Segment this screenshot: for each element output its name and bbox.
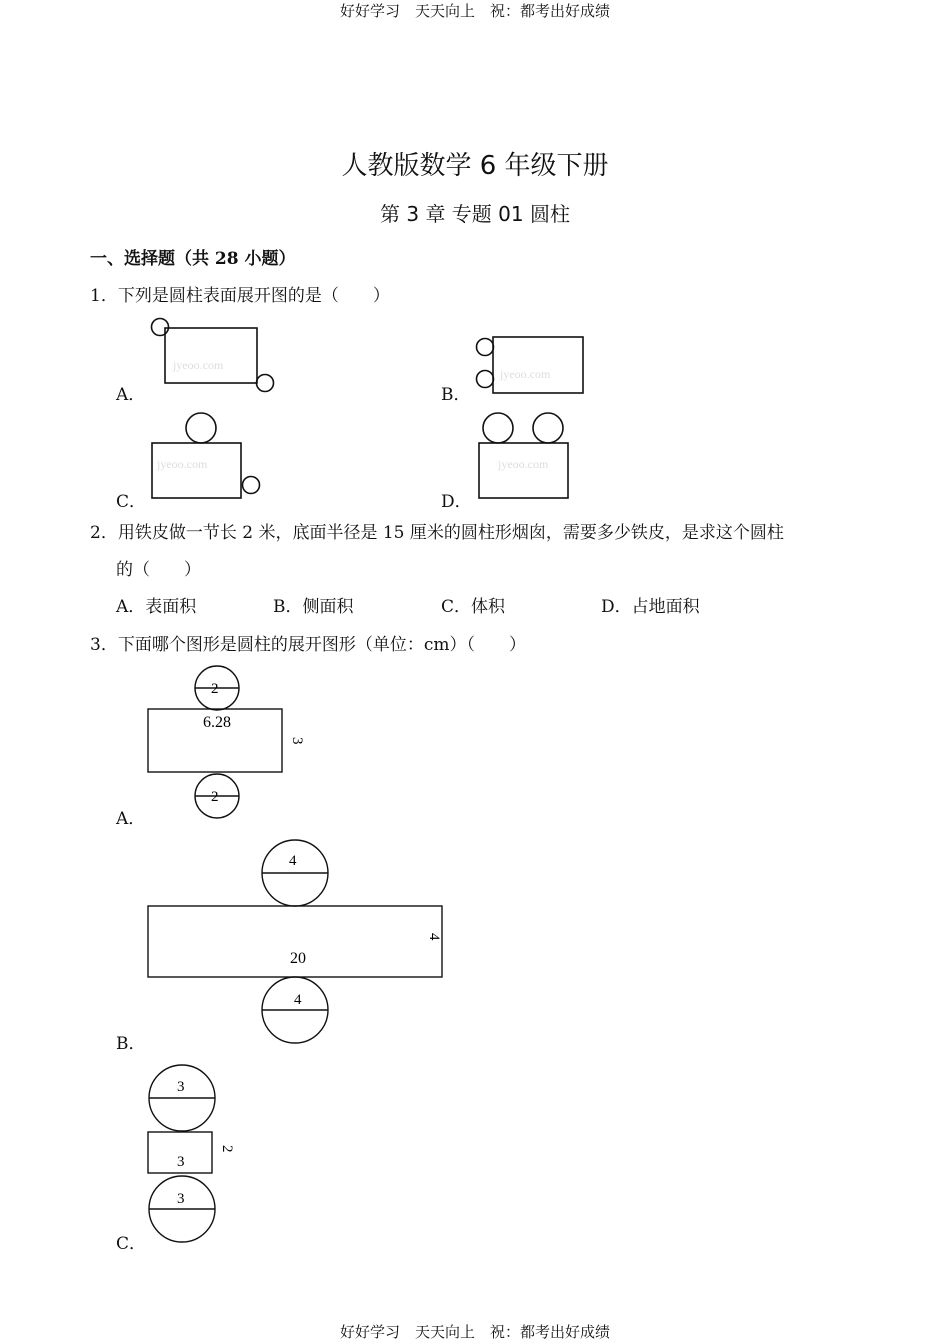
q3-a-height-label: 3	[289, 737, 305, 745]
q3-a-top-circle-label: 2	[211, 681, 219, 697]
q3-c-length-label: 3	[177, 1154, 185, 1170]
q1-b-watermark: jyeoo.com	[500, 367, 551, 381]
page-title: 人教版数学 6 年级下册	[341, 151, 609, 181]
q3-option-c-figure	[140, 1060, 240, 1250]
q1-option-a-figure	[145, 315, 285, 400]
page-header: 好好学习 天天向上 祝：都考出好成绩	[339, 2, 610, 20]
q1-option-b-label: B．	[441, 385, 471, 405]
q1-option-d-figure	[470, 410, 580, 502]
q1-option-d-label: D．	[441, 492, 472, 512]
q1-c-watermark: jyeoo.com	[157, 457, 208, 471]
q3-option-b-label: B．	[116, 1034, 146, 1054]
q3-b-top-circle-label: 4	[289, 853, 297, 869]
q2-option-c: C．体积	[441, 597, 506, 617]
q3-c-bottom-circle-label: 3	[177, 1191, 185, 1207]
q3-c-top-circle-label: 3	[177, 1079, 185, 1095]
q1-option-c-figure	[145, 410, 270, 502]
page-footer: 好好学习 天天向上 祝：都考出好成绩	[339, 1323, 610, 1341]
q1-d-watermark: jyeoo.com	[498, 457, 549, 471]
q3-option-a-figure	[140, 660, 310, 825]
q3-b-length-label: 20	[290, 950, 306, 967]
q3-b-bottom-circle-label: 4	[294, 992, 302, 1008]
q2-option-a: A．表面积	[116, 597, 197, 617]
q1-option-a-label: A．	[116, 385, 146, 405]
page-subtitle: 第 3 章 专题 01 圆柱	[380, 202, 570, 226]
section-heading: 一、选择题（共 28 小题）	[90, 249, 296, 269]
q2-option-d: D．占地面积	[601, 597, 700, 617]
q3-option-a-label: A．	[116, 809, 146, 829]
q1-option-b-figure	[470, 330, 590, 400]
question-3-text: 3．下面哪个图形是圆柱的展开图形（单位：cm）（ ）	[90, 635, 526, 655]
q1-a-watermark: jyeoo.com	[173, 358, 224, 372]
q3-option-c-label: C．	[116, 1234, 147, 1254]
q3-a-length-label: 6.28	[203, 714, 231, 731]
q1-option-c-label: C．	[116, 492, 147, 512]
q3-b-height-label: 4	[426, 933, 442, 941]
question-2-line-2: 的（ ）	[116, 560, 201, 580]
q3-c-height-label: 2	[219, 1145, 235, 1153]
question-1-text: 1．下列是圆柱表面展开图的是（ ）	[90, 286, 390, 306]
q3-a-bottom-circle-label: 2	[211, 789, 219, 805]
q3-option-b-figure	[140, 835, 450, 1047]
q2-option-b: B．侧面积	[273, 597, 354, 617]
question-2-line-1: 2．用铁皮做一节长 2 米，底面半径是 15 厘米的圆柱形烟囱，需要多少铁皮，是求这个圆柱	[90, 523, 784, 543]
